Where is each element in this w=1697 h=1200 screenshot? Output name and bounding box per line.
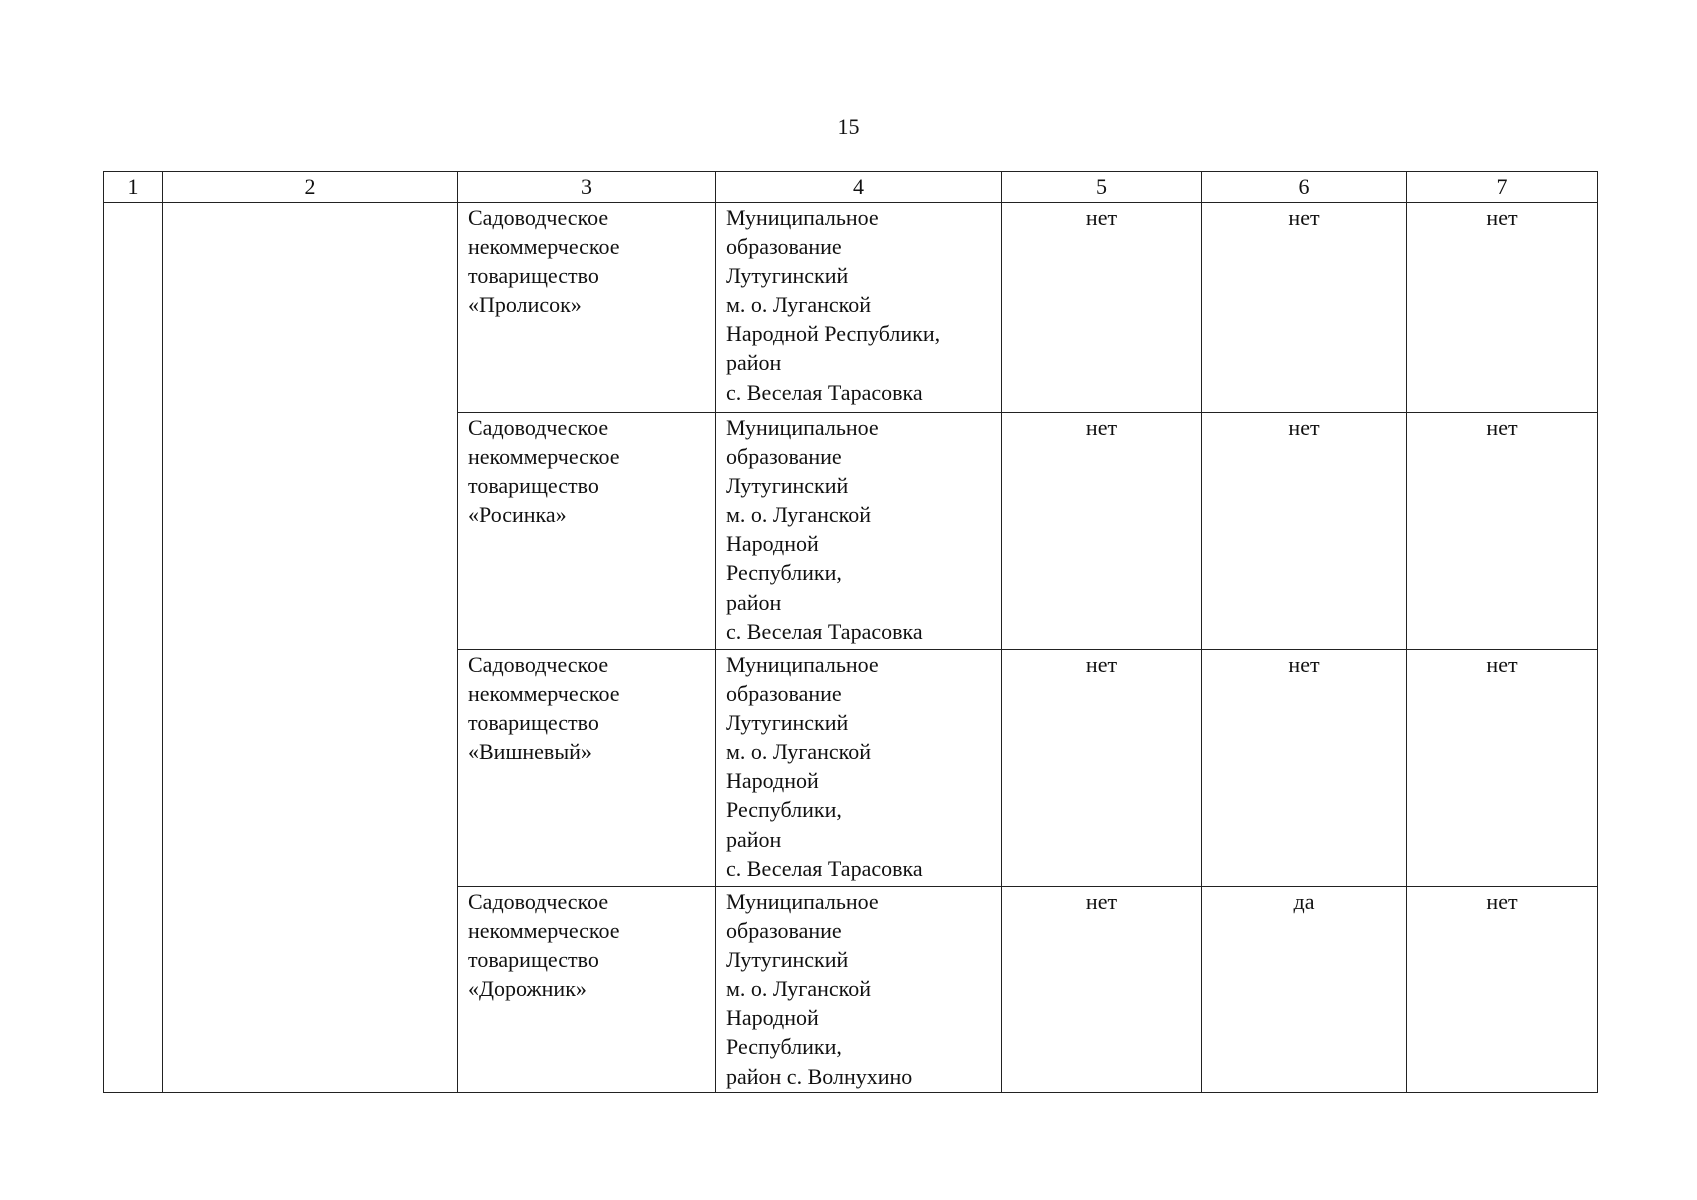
location-text: Муниципальное образование Лутугинский м. о. Луганской Народной Республики, район с. Волнухино [726,889,913,1089]
organization-name-text: Садоводческое некоммерческое товарищество «Росинка» [468,415,620,528]
cell-organization-name [458,650,716,887]
cell-col-7 [1407,203,1598,413]
col-6-value: нет [1288,415,1320,440]
col-6-value: да [1293,889,1315,914]
cell-col-5 [1002,650,1202,887]
col-7-value: нет [1486,889,1518,914]
col-6-value: нет [1288,652,1320,677]
location-text: Муниципальное образование Лутугинский м. о. Луганской Народной Республики, район с. Веселая Тарасовка [726,652,923,881]
cell-location [716,887,1002,1093]
document-table [103,171,1598,1093]
organization-name-text: Садоводческое некоммерческое товарищество «Пролисок» [468,205,620,318]
col-5-value: нет [1085,205,1118,230]
cell-col-6 [1202,650,1407,887]
col-5-value: нет [1085,415,1118,440]
organization-name-text: Садоводческое некоммерческое товарищество «Вишневый» [468,652,620,765]
cell-col-6 [1202,413,1407,650]
page-number: 15 [837,114,860,139]
cell-col-5 [1002,413,1202,650]
col-7-value: нет [1486,652,1518,677]
col-5-value: нет [1085,652,1118,677]
location-text: Муниципальное образование Лутугинский м. о. Луганской Народной Республики, район с. Веселая Тарасовка [726,205,941,405]
table-row [104,203,1598,413]
cell-location [716,413,1002,650]
organization-name-text: Садоводческое некоммерческое товарищество «Дорожник» [468,889,620,1002]
cell-location [716,650,1002,887]
col-7-value: нет [1486,415,1518,440]
cell-col-7 [1407,650,1598,887]
cell-col-6 [1202,203,1407,413]
column-header-3: 3 [458,172,716,203]
cell-location [716,203,1002,413]
cell-organization-name [458,413,716,650]
cell-col-1-empty [104,203,163,1093]
column-header-5: 5 [1002,172,1202,203]
col-5-value: нет [1085,889,1118,914]
col-6-value: нет [1288,205,1320,230]
column-header-2: 2 [163,172,458,203]
cell-organization-name [458,887,716,1093]
cell-col-6 [1202,887,1407,1093]
column-number-row [104,172,1598,203]
col-7-value: нет [1486,205,1518,230]
column-header-6: 6 [1202,172,1407,203]
column-header-1: 1 [104,172,163,203]
cell-col-7 [1407,413,1598,650]
column-header-4: 4 [716,172,1002,203]
location-text: Муниципальное образование Лутугинский м. о. Луганской Народной Республики, район с. Веселая Тарасовка [726,415,923,644]
cell-organization-name [458,203,716,413]
cell-col-5 [1002,887,1202,1093]
cell-col-5 [1002,203,1202,413]
cell-col-2-empty [163,203,458,1093]
column-header-7: 7 [1407,172,1598,203]
cell-col-7 [1407,887,1598,1093]
